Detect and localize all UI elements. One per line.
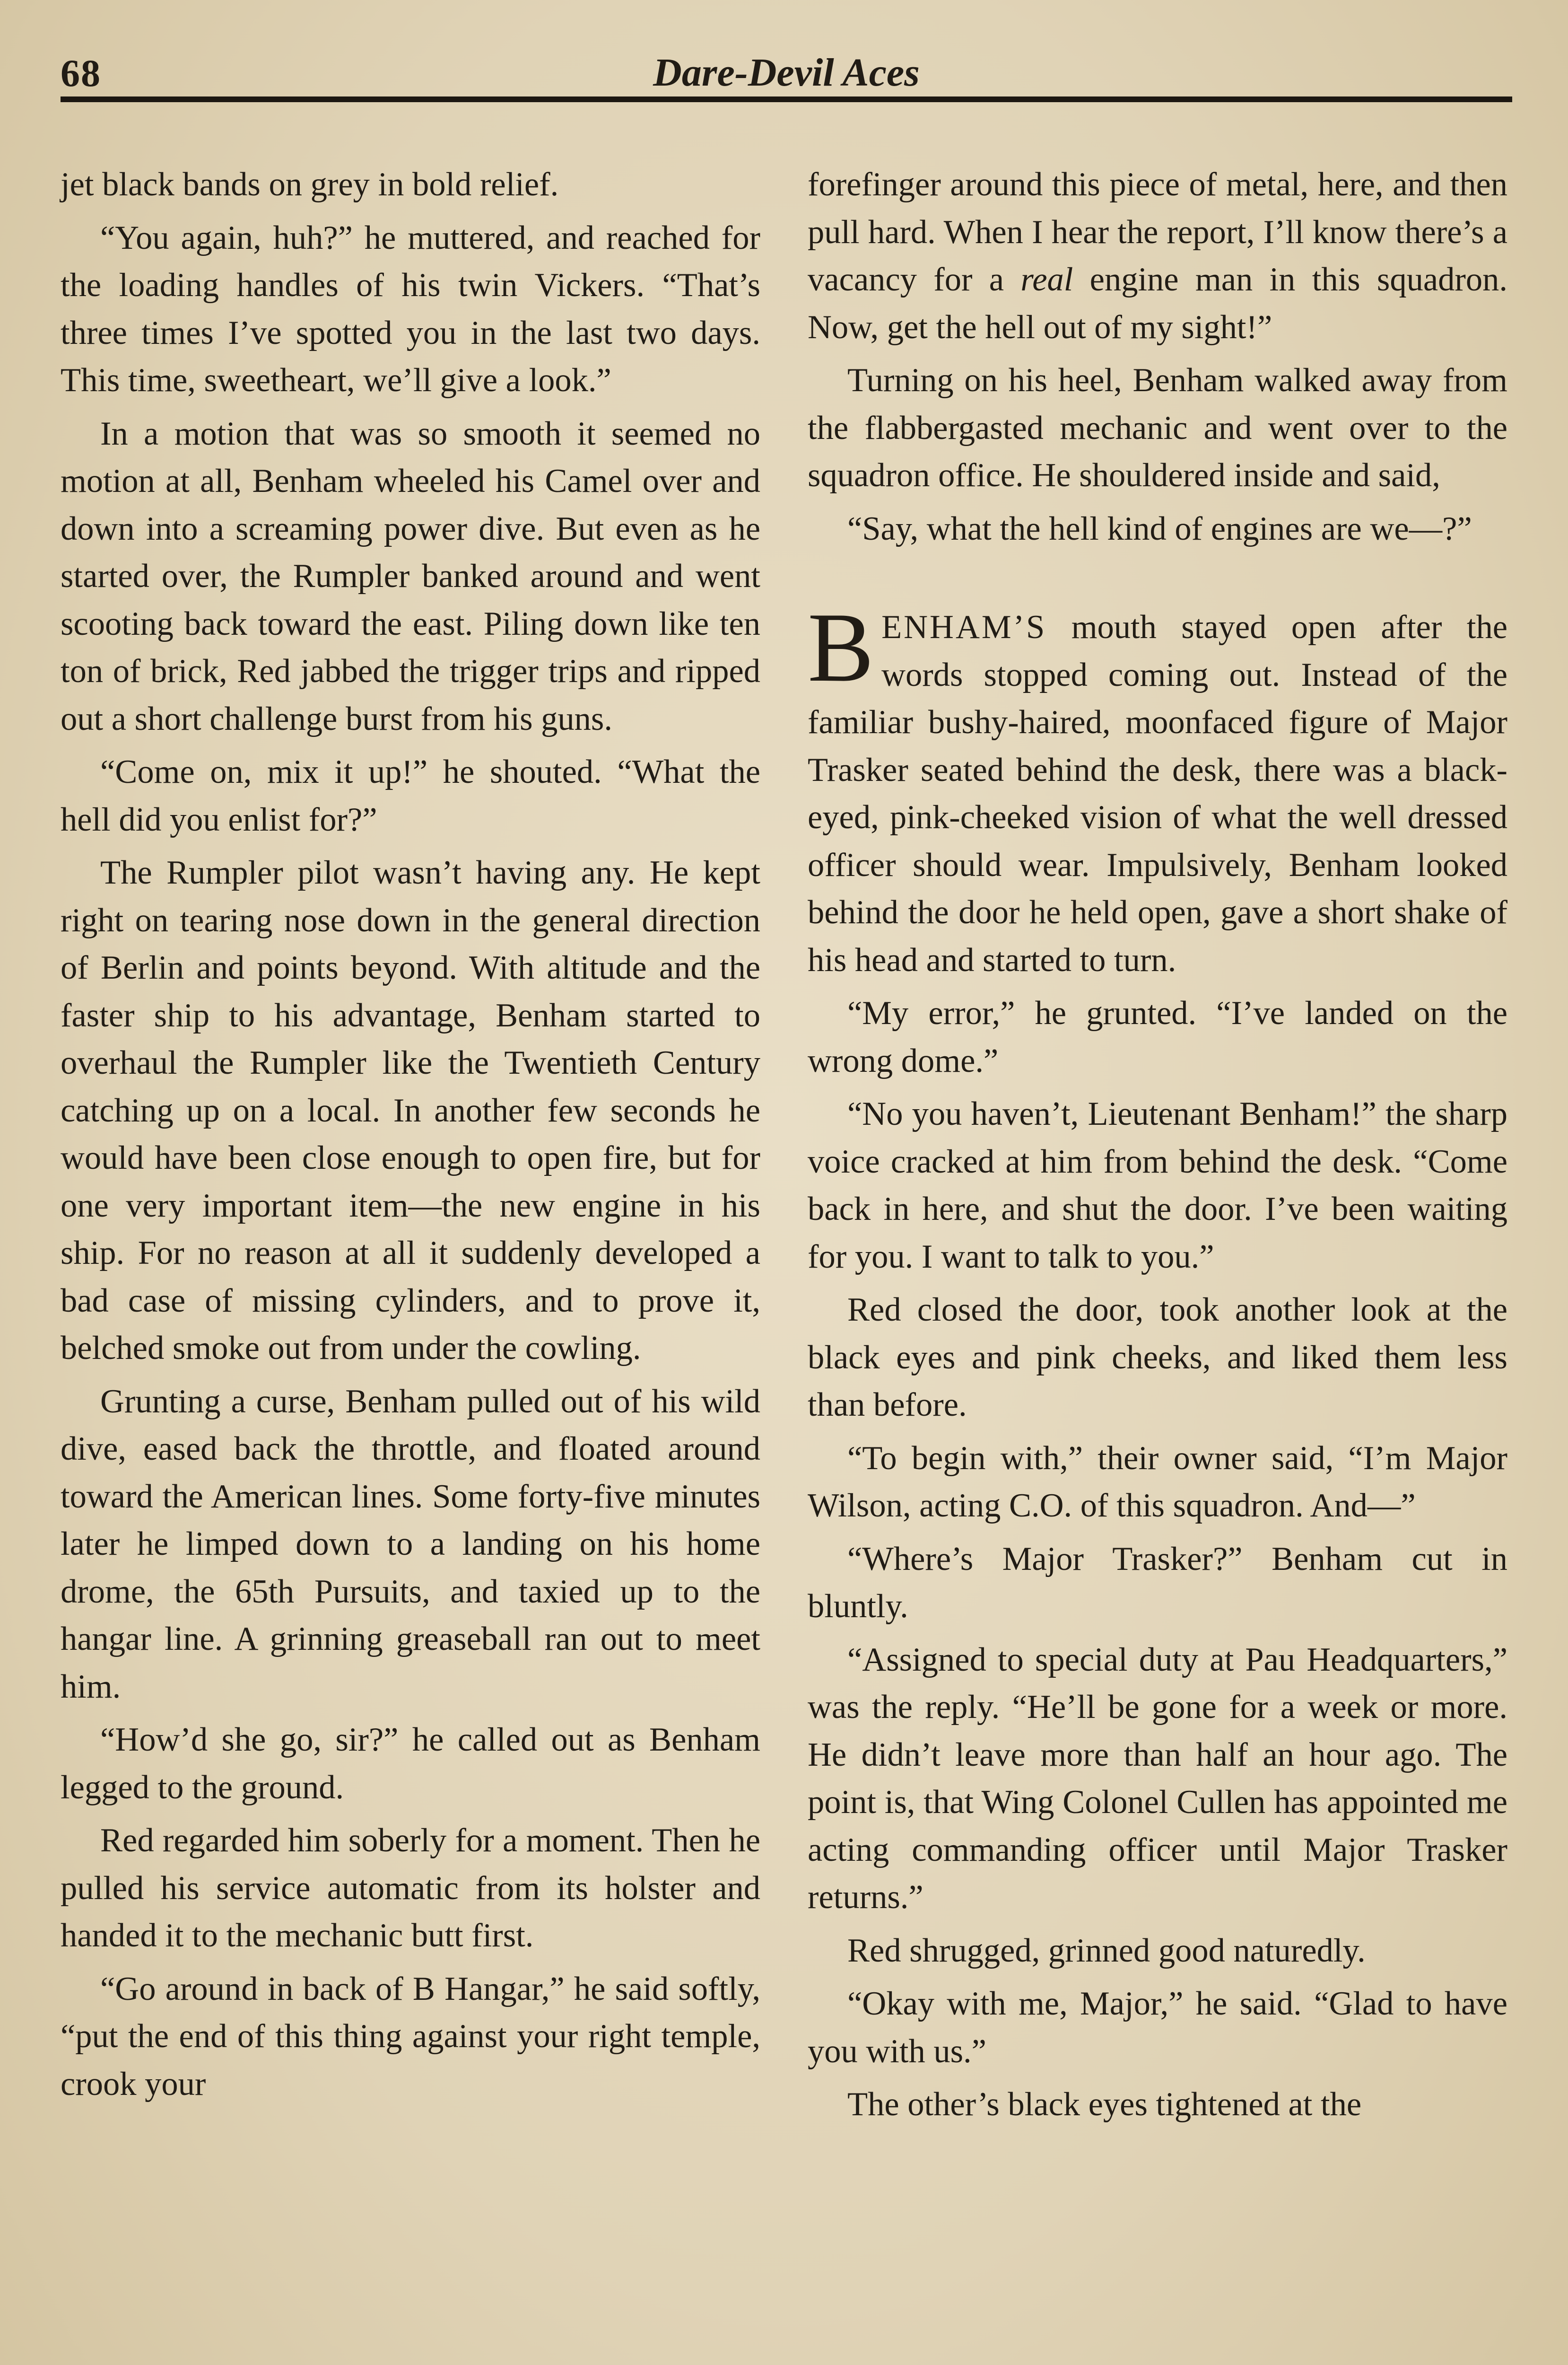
paragraph	[808, 161, 1507, 351]
paragraph: The other’s black eyes tightened at the	[847, 2086, 1362, 2123]
paragraph: “Where’s Major Trasker?” Benham cut in bluntly.	[808, 1540, 1507, 1625]
paragraph: Red regarded him soberly for a moment. Then he pulled his service automatic from its holster and handed it to the mechanic butt first.	[61, 1822, 760, 1954]
paragraph: “My error,” he grunted. “I’ve landed on the wrong dome.”	[808, 995, 1507, 1079]
text-run: forefinger around this piece of metal, here, and then pull hard. When I hear the report, I’ll know there’s a vacancy for a	[808, 166, 1507, 298]
text-run: engine man in this squadron. Now, get the hell out of my sight!”	[808, 261, 1507, 346]
paragraph: “Assigned to special duty at Pau Headquarters,” was the reply. “He’ll be gone for a week or more. He didn’t leave more than half an hour ago. The point is, that Wing Colonel Cullen has appointed me acting commanding officer until Major Trasker returns.”	[808, 1641, 1507, 1916]
paragraph: “Okay with me, Major,” he said. “Glad to have you with us.”	[808, 1985, 1507, 2070]
magazine-title: Dare-Devil Aces	[653, 51, 920, 95]
paragraph: Red shrugged, grinned good naturedly.	[847, 1932, 1366, 1969]
paragraph: “Go around in back of B Hangar,” he said softly, “put the end of this thing against your right temple, crook your	[61, 1970, 760, 2102]
drop-cap: B	[808, 593, 874, 702]
emphasis: real	[1020, 261, 1073, 298]
small-caps-lead: ENHAM’S	[881, 609, 1047, 646]
paragraph: jet black bands on grey in bold relief.	[61, 166, 559, 203]
text-run: mouth stayed open after the words stopped coming out. Instead of the familiar bushy-haired, moonfaced figure of Major Trasker seated behind the desk, there was a black-eyed, pink-cheeked vision of what the well dressed officer should wear. Impulsively, Benham looked behind the door he held open, gave a short shake of his head and started to turn.	[808, 609, 1507, 979]
paragraph: “How’d she go, sir?” he called out as Benham legged to the ground.	[61, 1721, 760, 1806]
left-column	[61, 161, 760, 2113]
paragraph: “No you haven’t, Lieutenant Benham!” the sharp voice cracked at him from behind the desk. “Come back in here, and shut the door. I’ve been waiting for you. I want to talk to you.”	[808, 1095, 1507, 1275]
paragraph: Red closed the door, took another look at the black eyes and pink cheeks, and liked them less than before.	[808, 1291, 1507, 1423]
paragraph: “To begin with,” their owner said, “I’m Major Wilson, acting C.O. of this squadron. And—”	[808, 1439, 1507, 1524]
paragraph: “You again, huh?” he muttered, and reached for the loading handles of his twin Vickers. “That’s three times I’ve spotted you in the last two days. This time, sweetheart, we’ll give a look.”	[61, 219, 760, 399]
header-rule	[61, 96, 1512, 102]
paragraph: Turning on his heel, Benham walked away from the flabbergasted mechanic and went over to the squadron office. He shouldered inside and said,	[808, 362, 1507, 494]
page-number: 68	[61, 52, 101, 95]
right-column	[808, 161, 1507, 2134]
paragraph: The Rumpler pilot wasn’t having any. He kept right on tearing nose down in the general direction of Berlin and points beyond. With altitude and the faster ship to his advantage, Benham started to overhaul the Rumpler like the Twentieth Century catching up on a local. In another few seconds he would have been close enough to open fire, but for one very important item—the new engine in his ship. For no reason at all it suddenly developed a bad case of missing cylinders, and to prove it, belched smoke out from under the cowling.	[61, 854, 760, 1366]
paragraph: “Say, what the hell kind of engines are we—?”	[847, 510, 1472, 547]
paragraph: “Come on, mix it up!” he shouted. “What the hell did you enlist for?”	[61, 753, 760, 838]
paragraph: In a motion that was so smooth it seemed no motion at all, Benham wheeled his Camel over and down into a screaming power dive. But even as he started over, the Rumpler banked around and went scooting back toward the east. Piling down like ten ton of brick, Red jabbed the trigger trips and ripped out a short challenge burst from his guns.	[61, 415, 760, 737]
paragraph: Grunting a curse, Benham pulled out of his wild dive, eased back the throttle, and floated around toward the American lines. Some forty-five minutes later he limped down to a landing on his home drome, the 65th Pursuits, and taxied up to the hangar line. A grinning greaseball ran out to meet him.	[61, 1383, 760, 1705]
page-header	[61, 45, 1512, 102]
section-opening-paragraph	[808, 593, 1507, 984]
